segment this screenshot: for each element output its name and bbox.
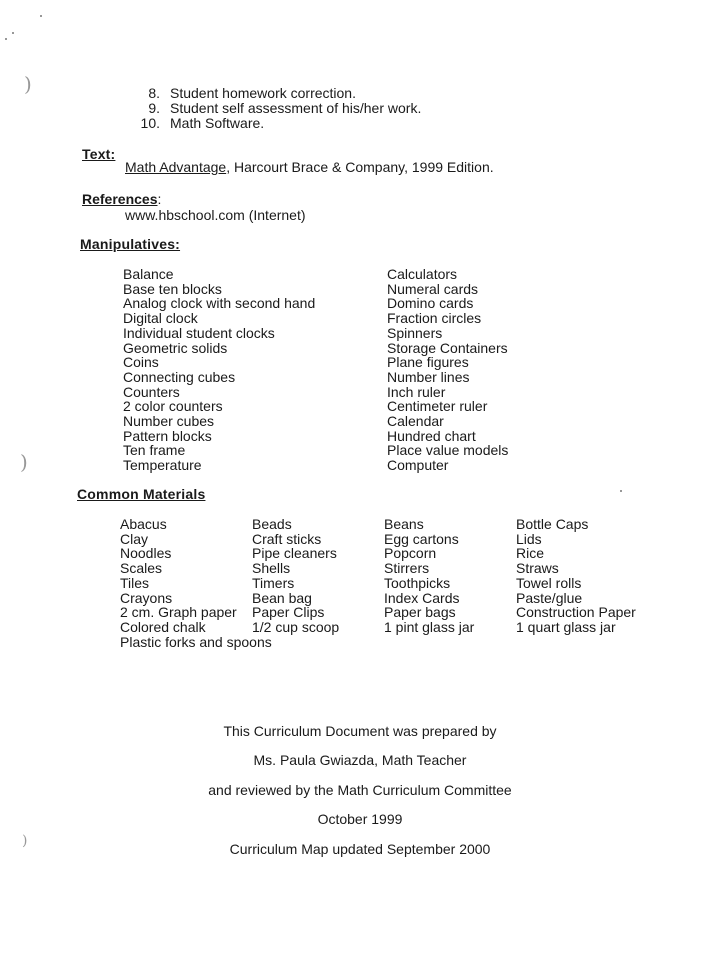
- manipulative-item: Number cubes: [123, 413, 215, 430]
- manipulative-item: Balance: [123, 266, 174, 282]
- scan-speck: [12, 32, 14, 34]
- list-number: 8.: [148, 85, 160, 101]
- material-item: Colored chalk: [120, 618, 206, 635]
- material-item: 1 pint glass jar: [384, 618, 475, 635]
- list-item-text: Math Software.: [170, 115, 265, 131]
- manipulative-item: Individual student clocks: [123, 324, 275, 341]
- references-heading: [82, 191, 161, 207]
- manipulative-item: Pattern blocks: [123, 427, 212, 444]
- material-item: Bean bag: [252, 589, 312, 606]
- closing-line: October 1999: [317, 811, 403, 827]
- material-item: Scales: [120, 560, 163, 577]
- manipulative-item: Geometric solids: [123, 339, 228, 356]
- list-number: 9.: [148, 100, 160, 116]
- textbook-line: [125, 159, 494, 175]
- references-heading-text: References: [82, 191, 158, 207]
- material-item: 1 quart glass jar: [516, 618, 616, 635]
- manipulative-item: Storage Containers: [387, 339, 508, 356]
- scan-speck: [40, 15, 42, 17]
- manipulative-item: Domino cards: [387, 295, 474, 312]
- common-materials-column-2: [252, 517, 339, 635]
- material-item: Shells: [252, 560, 291, 577]
- manipulatives-heading: Manipulatives:: [80, 236, 181, 252]
- closing-line: Ms. Paula Gwiazda, Math Teacher: [253, 752, 467, 768]
- manipulative-item: Digital clock: [123, 310, 198, 327]
- scan-speck: [620, 490, 622, 492]
- material-item: Towel rolls: [516, 574, 582, 591]
- material-item: Clay: [120, 530, 149, 547]
- material-item: Beads: [252, 516, 292, 532]
- text-heading: Text:: [82, 146, 116, 162]
- textbook-title: Math Advantage: [125, 159, 227, 175]
- material-item: Construction Paper: [516, 604, 636, 621]
- material-item: Toothpicks: [384, 574, 451, 591]
- manipulatives-column-1: [123, 267, 315, 473]
- material-item: Beans: [384, 516, 424, 532]
- manipulative-item: Base ten blocks: [123, 280, 222, 297]
- material-item: Paste/glue: [516, 589, 583, 606]
- material-item: 1/2 cup scoop: [252, 618, 340, 635]
- scan-speck: [5, 38, 7, 40]
- references-value: www.hbschool.com (Internet): [125, 207, 306, 223]
- material-item: 2 cm. Graph paper: [120, 604, 237, 621]
- common-materials-heading: Common Materials: [77, 486, 206, 502]
- common-materials-column-3: [384, 517, 474, 635]
- common-materials-column-1: [120, 517, 272, 649]
- manipulative-item: 2 color counters: [123, 398, 223, 415]
- list-item-text: Student homework correction.: [170, 85, 356, 101]
- manipulative-item: Fraction circles: [387, 310, 482, 327]
- scan-mark: ): [22, 833, 28, 849]
- material-item: Index Cards: [384, 589, 460, 606]
- material-item: Abacus: [120, 516, 167, 532]
- material-item: Rice: [516, 545, 545, 562]
- manipulatives-column-2: [387, 267, 508, 473]
- material-item: Pipe cleaners: [252, 545, 337, 562]
- material-item: Bottle Caps: [516, 516, 589, 532]
- material-item: Craft sticks: [252, 530, 322, 547]
- material-item: Crayons: [120, 589, 173, 606]
- material-item: Tiles: [120, 574, 150, 591]
- material-item: Timers: [252, 574, 295, 591]
- manipulative-item: Calculators: [387, 266, 458, 282]
- material-item: Egg cartons: [384, 530, 459, 547]
- manipulative-item: Inch ruler: [387, 383, 446, 400]
- manipulative-item: Spinners: [387, 324, 443, 341]
- manipulative-item: Place value models: [387, 442, 509, 459]
- closing-line: This Curriculum Document was prepared by: [223, 723, 497, 739]
- closing-line: Curriculum Map updated September 2000: [229, 841, 491, 857]
- list-number: 10.: [140, 115, 160, 131]
- references-colon: :: [157, 191, 162, 207]
- manipulative-item: Analog clock with second hand: [123, 295, 316, 312]
- common-materials-column-4: [516, 517, 636, 635]
- manipulative-item: Connecting cubes: [123, 368, 236, 385]
- manipulative-item: Ten frame: [123, 442, 186, 459]
- material-item: Plastic forks and spoons: [120, 633, 272, 650]
- material-item: Paper Clips: [252, 604, 325, 621]
- material-item: Paper bags: [384, 604, 456, 621]
- manipulative-item: Plane figures: [387, 354, 469, 371]
- manipulative-item: Coins: [123, 354, 159, 371]
- material-item: Noodles: [120, 545, 172, 562]
- scan-mark: ): [24, 72, 32, 96]
- list-item-text: Student self assessment of his/her work.: [170, 100, 422, 116]
- textbook-publisher: , Harcourt Brace & Company, 1999 Edition.: [226, 159, 494, 175]
- manipulative-item: Number lines: [387, 368, 470, 385]
- manipulative-item: Computer: [387, 457, 449, 474]
- material-item: Straws: [516, 560, 559, 577]
- manipulative-item: Hundred chart: [387, 427, 476, 444]
- closing-line: and reviewed by the Math Curriculum Committee: [208, 782, 512, 798]
- scan-mark: ): [20, 450, 28, 474]
- manipulative-item: Temperature: [123, 457, 202, 474]
- manipulative-item: Numeral cards: [387, 280, 479, 297]
- material-item: Lids: [516, 530, 542, 547]
- manipulative-item: Calendar: [387, 413, 444, 430]
- manipulative-item: Counters: [123, 383, 180, 400]
- material-item: Stirrers: [384, 560, 430, 577]
- manipulative-item: Centimeter ruler: [387, 398, 488, 415]
- material-item: Popcorn: [384, 545, 437, 562]
